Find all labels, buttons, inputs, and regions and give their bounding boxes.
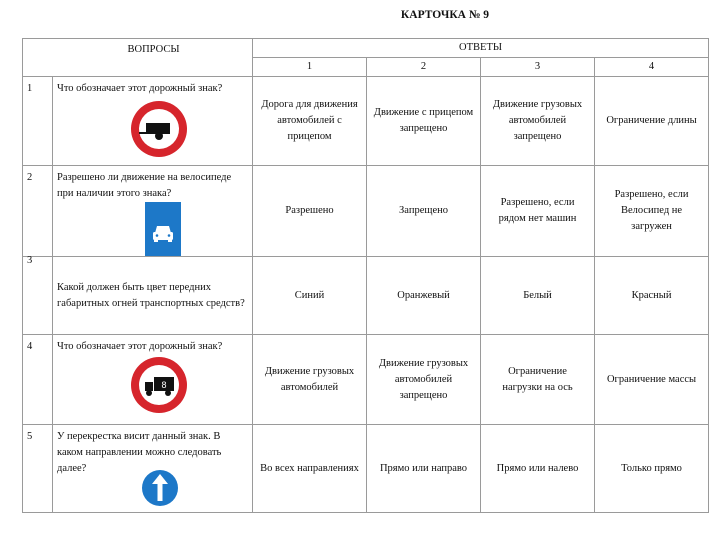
straight-only-sign-icon xyxy=(141,469,248,507)
table-row xyxy=(23,257,709,335)
answer-cell[interactable]: Красный xyxy=(595,257,709,335)
answer-cell[interactable]: Дорога для движения автомобилей с прицепом xyxy=(253,77,367,166)
question-text: Что обозначает этот дорожный знак? xyxy=(57,83,223,94)
answer-cell[interactable]: Движение грузовых автомобилей xyxy=(253,335,367,425)
row-number: 5 xyxy=(23,425,53,513)
truck-badge: 8 xyxy=(161,380,167,390)
answer-cell[interactable]: Во всех направлениях xyxy=(253,425,367,513)
card-title: КАРТОЧКА № 9 xyxy=(400,9,490,21)
question-cell xyxy=(53,257,253,335)
answer-cell[interactable]: Ограничение длины xyxy=(595,77,709,166)
answer-cell[interactable]: Запрещено xyxy=(367,166,481,257)
question-text: Что обозначает этот дорожный знак? xyxy=(57,341,223,352)
questions-header-label: ВОПРОСЫ xyxy=(127,44,180,55)
table-row xyxy=(23,166,709,257)
answer-cell[interactable]: Прямо или налево xyxy=(481,425,595,513)
answer-cell[interactable]: Ограничение массы xyxy=(595,335,709,425)
table-row xyxy=(23,335,709,425)
no-trailer-sign-icon xyxy=(129,99,248,159)
question-cell xyxy=(53,166,253,257)
answer-cell[interactable]: Разрешено, если Велосипед не загружен xyxy=(595,166,709,257)
question-cell xyxy=(53,425,253,513)
row-number: 1 xyxy=(23,77,53,166)
answer-cell[interactable]: Прямо или направо xyxy=(367,425,481,513)
answer-cell[interactable]: Движение с прицепом запрещено xyxy=(367,77,481,166)
row-number: 2 xyxy=(23,166,53,257)
answer-cell[interactable]: Только прямо xyxy=(595,425,709,513)
answer-cell[interactable]: Движение грузовых автомобилей запрещено xyxy=(481,77,595,166)
answers-header: ОТВЕТЫ xyxy=(253,39,709,58)
answer-cell[interactable]: Белый xyxy=(481,257,595,335)
question-text: У перекрестка висит данный знак. В каком направлении можно следовать далее? xyxy=(57,431,222,474)
answer-cell[interactable]: Ограничение нагрузки на ось xyxy=(481,335,595,425)
row-number: 4 xyxy=(23,335,53,425)
answer-col-1: 1 xyxy=(253,58,367,77)
answer-cell[interactable]: Разрешено xyxy=(253,166,367,257)
question-cell xyxy=(53,335,253,425)
car-road-sign-icon xyxy=(145,202,248,256)
answer-cell[interactable]: Синий xyxy=(253,257,367,335)
answer-col-2: 2 xyxy=(367,58,481,77)
table-row xyxy=(23,77,709,166)
table-row xyxy=(23,425,709,513)
questions-header xyxy=(23,39,253,77)
answer-cell[interactable]: Разрешено, если рядом нет машин xyxy=(481,166,595,257)
row-number xyxy=(23,257,53,335)
row-number-label: 3 xyxy=(27,255,33,266)
question-text: Какой должен быть цвет передних габаритных огней транспортных средств? xyxy=(57,281,245,309)
answer-col-4: 4 xyxy=(595,58,709,77)
answer-col-3: 3 xyxy=(481,58,595,77)
answer-cell[interactable]: Оранжевый xyxy=(367,257,481,335)
quiz-table xyxy=(22,38,709,513)
answer-cell[interactable]: Движение грузовых автомобилей запрещено xyxy=(367,335,481,425)
question-cell xyxy=(53,77,253,166)
question-text: Разрешено ли движение на велосипеде при наличии этого знака? xyxy=(57,172,232,199)
no-heavy-truck-sign-icon xyxy=(129,355,248,415)
